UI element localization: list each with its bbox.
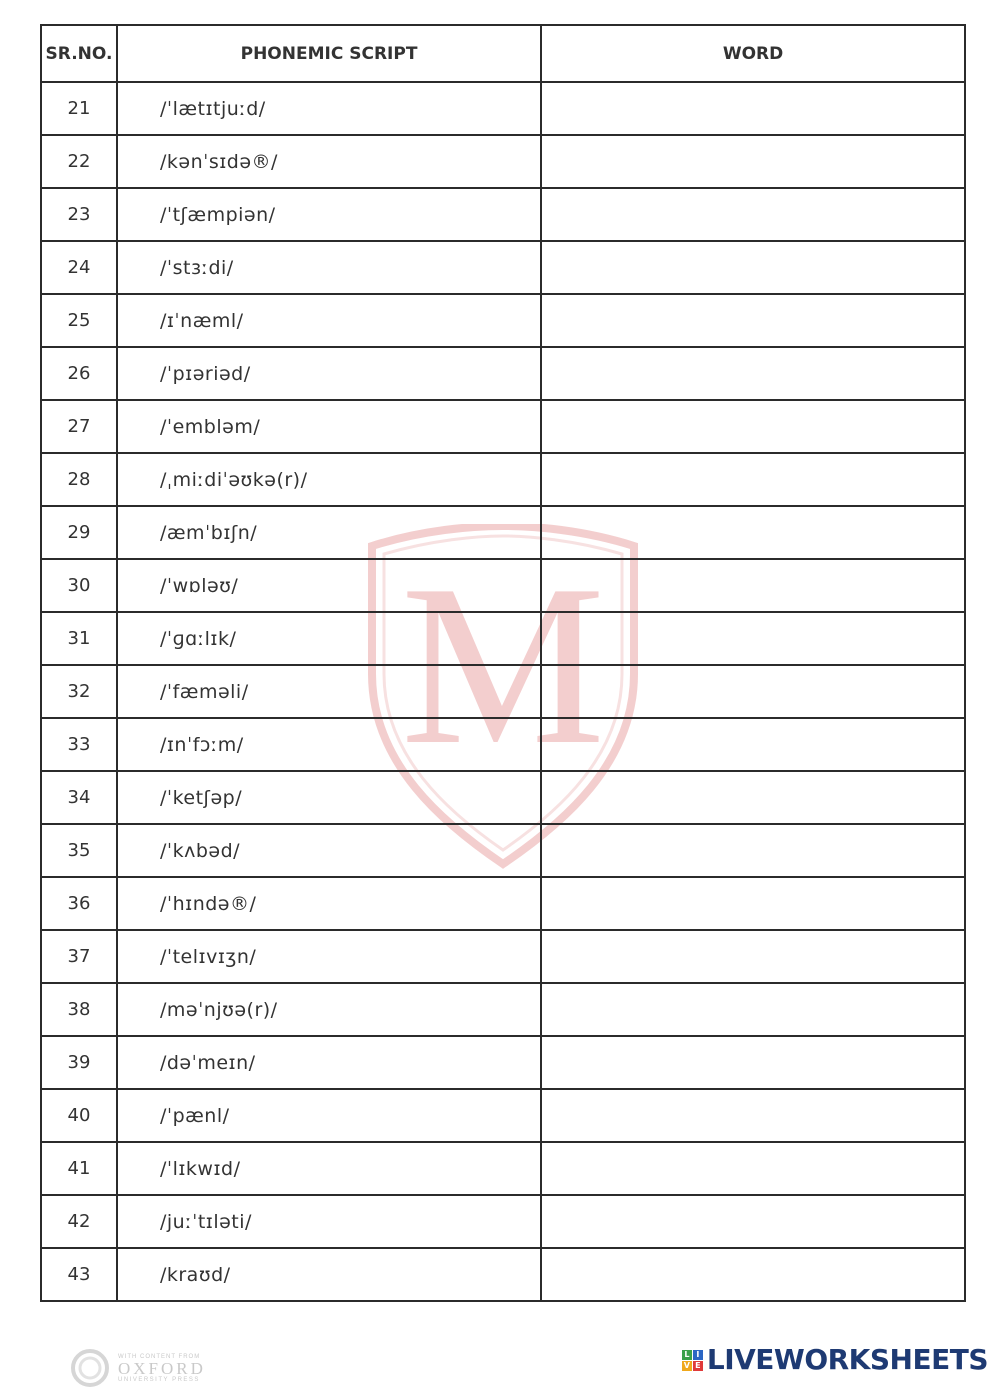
phonemic-table [40, 24, 966, 1302]
word-answer-cell[interactable] [541, 824, 965, 877]
table-row [41, 983, 965, 1036]
word-answer-cell[interactable] [541, 1195, 965, 1248]
phonemic-cell: /ˈtelɪvɪʒn/ [117, 930, 541, 983]
phonemic-cell: /ˈlɪkwɪd/ [117, 1142, 541, 1195]
phonemic-cell: /ˈhɪndə®/ [117, 877, 541, 930]
table-row [41, 1195, 965, 1248]
table-row [41, 400, 965, 453]
table-row [41, 506, 965, 559]
sr-no-cell: 24 [41, 241, 117, 294]
table-row [41, 241, 965, 294]
phonemic-cell: /ˈtʃæmpiən/ [117, 188, 541, 241]
table-row [41, 612, 965, 665]
table-row [41, 82, 965, 135]
sr-no-cell: 38 [41, 983, 117, 1036]
sr-no-cell: 32 [41, 665, 117, 718]
logo-square: V [683, 1360, 690, 1370]
oxford-logo-icon [70, 1348, 110, 1388]
phonemic-cell: /ˈlætɪtjuːd/ [117, 82, 541, 135]
phonemic-cell: /ˈpænl/ [117, 1089, 541, 1142]
phonemic-cell: /ˈkʌbəd/ [117, 824, 541, 877]
word-answer-cell[interactable] [541, 400, 965, 453]
word-answer-cell[interactable] [541, 612, 965, 665]
logo-square: E [693, 1361, 703, 1371]
sr-no-cell: 30 [41, 559, 117, 612]
table-row [41, 453, 965, 506]
sr-no-cell: 39 [41, 1036, 117, 1089]
table-row [41, 1142, 965, 1195]
word-answer-cell[interactable] [541, 559, 965, 612]
logo-square: I [693, 1350, 703, 1360]
word-answer-cell[interactable] [541, 347, 965, 400]
sr-no-cell: 31 [41, 612, 117, 665]
phonemic-cell: /ɪnˈfɔːm/ [117, 718, 541, 771]
sr-no-cell: 22 [41, 135, 117, 188]
phonemic-cell: /ˈstɜːdi/ [117, 241, 541, 294]
sr-no-cell: 36 [41, 877, 117, 930]
liveworksheets-branding[interactable] [682, 1343, 988, 1376]
phonemic-cell: /juːˈtɪləti/ [117, 1195, 541, 1248]
table-row [41, 294, 965, 347]
word-answer-cell[interactable] [541, 930, 965, 983]
word-answer-cell[interactable] [541, 135, 965, 188]
liveworksheets-logo-icon [682, 1350, 703, 1371]
word-answer-cell[interactable] [541, 771, 965, 824]
table-header-row [41, 25, 965, 82]
sr-no-cell: 21 [41, 82, 117, 135]
oxford-line1: WITH CONTENT FROM [118, 1353, 201, 1360]
sr-no-cell: 41 [41, 1142, 117, 1195]
oxford-brand: OXFORD [118, 1358, 206, 1378]
phonemic-cell: /ɪˈnæml/ [117, 294, 541, 347]
phonemic-cell: /ˌmiːdiˈəʊkə(r)/ [117, 453, 541, 506]
phonemic-cell: /ˈɡɑːlɪk/ [117, 612, 541, 665]
oxford-line3: UNIVERSITY PRESS [118, 1376, 200, 1383]
sr-no-cell: 37 [41, 930, 117, 983]
phonemic-cell: /kənˈsɪdə®/ [117, 135, 541, 188]
table-row [41, 771, 965, 824]
word-answer-cell[interactable] [541, 82, 965, 135]
header-word: WORD [541, 25, 965, 82]
word-answer-cell[interactable] [541, 294, 965, 347]
word-answer-cell[interactable] [541, 877, 965, 930]
phonemic-cell: /ˈpɪəriəd/ [117, 347, 541, 400]
word-answer-cell[interactable] [541, 453, 965, 506]
phonemic-cell: /æmˈbɪʃn/ [117, 506, 541, 559]
word-answer-cell[interactable] [541, 665, 965, 718]
sr-no-cell: 29 [41, 506, 117, 559]
sr-no-cell: 40 [41, 1089, 117, 1142]
table-row [41, 1248, 965, 1301]
sr-no-cell: 23 [41, 188, 117, 241]
table-row [41, 824, 965, 877]
word-answer-cell[interactable] [541, 506, 965, 559]
phonemic-cell: /ˈfæməli/ [117, 665, 541, 718]
word-answer-cell[interactable] [541, 1089, 965, 1142]
sr-no-cell: 27 [41, 400, 117, 453]
word-answer-cell[interactable] [541, 1142, 965, 1195]
table-row [41, 1089, 965, 1142]
sr-no-cell: 26 [41, 347, 117, 400]
table-row [41, 665, 965, 718]
sr-no-cell: 33 [41, 718, 117, 771]
watermark-letter: M [400, 537, 606, 792]
table-row [41, 718, 965, 771]
phonemic-cell: /dəˈmeɪn/ [117, 1036, 541, 1089]
phonemic-cell: /ˈembləm/ [117, 400, 541, 453]
word-answer-cell[interactable] [541, 1036, 965, 1089]
phonemic-cell: /məˈnjʊə(r)/ [117, 983, 541, 1036]
word-answer-cell[interactable] [541, 188, 965, 241]
sr-no-cell: 43 [41, 1248, 117, 1301]
word-answer-cell[interactable] [541, 718, 965, 771]
table-row [41, 1036, 965, 1089]
word-answer-cell[interactable] [541, 1248, 965, 1301]
sr-no-cell: 34 [41, 771, 117, 824]
table-row [41, 559, 965, 612]
phonemic-cell: /ˈwɒləʊ/ [117, 559, 541, 612]
liveworksheets-text: LIVEWORKSHEETS [706, 1343, 988, 1376]
table-row [41, 930, 965, 983]
table-row [41, 135, 965, 188]
logo-square: L [682, 1350, 692, 1360]
word-answer-cell[interactable] [541, 241, 965, 294]
sr-no-cell: 42 [41, 1195, 117, 1248]
header-sr-no: SR.NO. [41, 25, 117, 82]
header-phonemic-script: PHONEMIC SCRIPT [117, 25, 541, 82]
phonemic-cell: /kraʊd/ [117, 1248, 541, 1301]
word-answer-cell[interactable] [541, 983, 965, 1036]
sr-no-cell: 25 [41, 294, 117, 347]
oxford-branding [70, 1348, 206, 1388]
table-row [41, 347, 965, 400]
table-row [41, 188, 965, 241]
sr-no-cell: 28 [41, 453, 117, 506]
phonemic-cell: /ˈketʃəp/ [117, 771, 541, 824]
sr-no-cell: 35 [41, 824, 117, 877]
table-row [41, 877, 965, 930]
